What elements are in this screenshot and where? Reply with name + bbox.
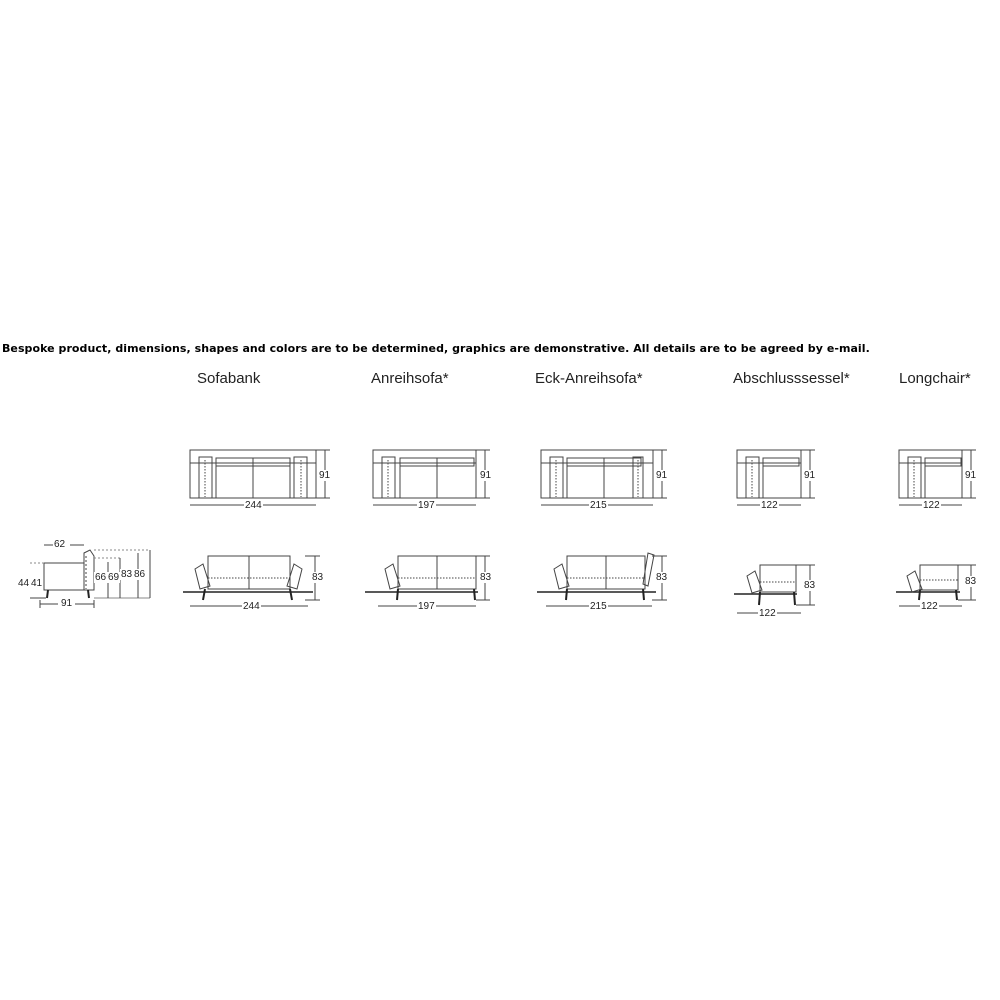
top-view-anreihsofa — [373, 450, 490, 505]
longchair-top-depth-label: 91 — [965, 470, 977, 481]
side-height-3-label: 83 — [121, 569, 133, 580]
top-view-sofabank — [190, 450, 330, 505]
anreihsofa-front-height-label: 83 — [480, 572, 492, 583]
longchair-top-width-label: 122 — [923, 500, 940, 511]
anreihsofa-front-width-label: 197 — [418, 601, 435, 612]
title-sofabank: Sofabank — [197, 370, 261, 387]
front-view-sofabank — [183, 556, 320, 606]
side-seat-height-1-label: 44 — [18, 578, 30, 589]
longchair-front-height-label: 83 — [965, 576, 977, 587]
side-height-1-label: 66 — [95, 572, 107, 583]
side-height-2-label: 69 — [108, 572, 120, 583]
title-eck-anreihsofa: Eck-Anreihsofa* — [535, 370, 643, 387]
sofabank-top-width-label: 244 — [245, 500, 262, 511]
side-depth-top-label: 62 — [54, 539, 66, 550]
abschlusssessel-top-width-label: 122 — [761, 500, 778, 511]
front-view-anreihsofa — [365, 556, 490, 606]
side-height-4-label: 86 — [134, 569, 146, 580]
side-seat-height-2-label: 41 — [31, 578, 43, 589]
eck-anreihsofa-top-width-label: 215 — [590, 500, 607, 511]
eck-anreihsofa-top-depth-label: 91 — [656, 470, 668, 481]
eck-anreihsofa-front-height-label: 83 — [656, 572, 668, 583]
sofabank-top-depth-label: 91 — [319, 470, 331, 481]
sofabank-front-height-label: 83 — [312, 572, 324, 583]
anreihsofa-top-depth-label: 91 — [480, 470, 492, 481]
title-anreihsofa: Anreihsofa* — [371, 370, 449, 387]
front-view-eck-anreihsofa — [537, 553, 667, 606]
anreihsofa-top-width-label: 197 — [418, 500, 435, 511]
abschlusssessel-front-width-label: 122 — [759, 608, 776, 619]
title-longchair: Longchair* — [899, 370, 971, 387]
abschlusssessel-top-depth-label: 91 — [804, 470, 816, 481]
side-depth-bottom-label: 91 — [61, 598, 73, 609]
title-abschlusssessel: Abschlusssessel* — [733, 370, 850, 387]
top-view-eck-anreihsofa — [541, 450, 667, 505]
abschlusssessel-front-height-label: 83 — [804, 580, 816, 591]
eck-anreihsofa-front-width-label: 215 — [590, 601, 607, 612]
sofabank-front-width-label: 244 — [243, 601, 260, 612]
longchair-front-width-label: 122 — [921, 601, 938, 612]
disclaimer-text: Bespoke product, dimensions, shapes and colors are to be determined, graphics are demonstrative. All details are to be agreed by e-mail. — [2, 342, 870, 355]
